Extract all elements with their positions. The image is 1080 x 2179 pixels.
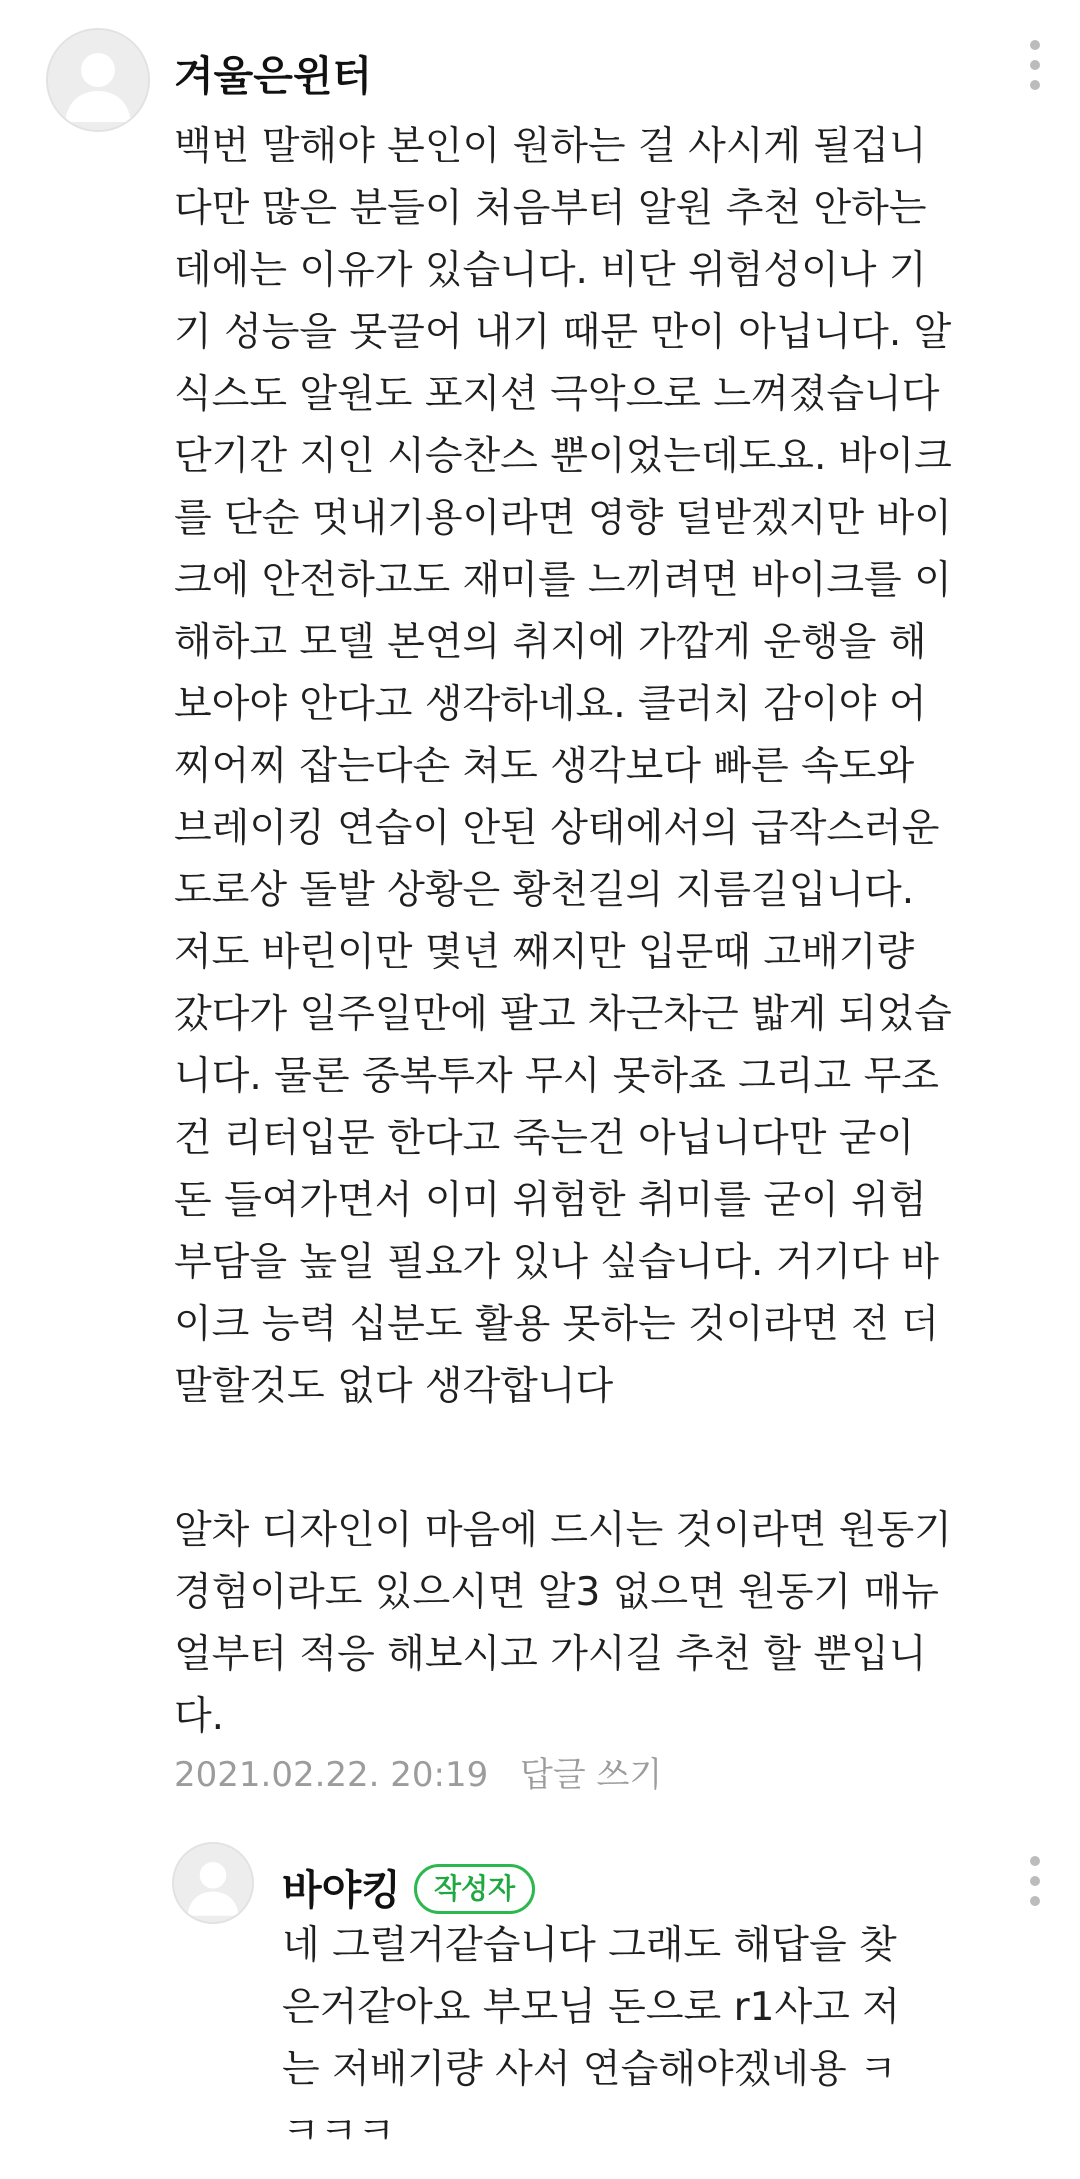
comment-body [174,116,952,1418]
text-line: 은거같아요 부모님 돈으로 r1사고 저 [282,1985,900,2030]
text-line: 네 그럴거같습니다 그래도 해답을 찾 [282,1923,897,1968]
text-line: 백번 말해야 본인이 원하는 걸 사시게 될겁니 [174,124,927,169]
text-line: 데에는 이유가 있습니다. 비단 위험성이나 기 [174,248,927,293]
text-line: 다. [174,1694,225,1739]
text-line: 돈 들여가면서 이미 위험한 취미를 굳이 위험 [174,1178,927,1223]
text-line: 경험이라도 있으시면 알3 없으면 원동기 매뉴 [174,1570,939,1615]
kebab-menu-icon [1030,1856,1040,1866]
replier-avatar[interactable] [172,1842,254,1924]
text-line: 부담을 높일 필요가 있나 싶습니다. 거기다 바 [174,1240,939,1285]
text-line: 해하고 모델 본연의 취지에 가깝게 운행을 해 [174,620,927,665]
kebab-menu-icon [1030,40,1040,50]
reply-body [282,1915,900,2163]
default-profile-icon [174,1844,252,1922]
commenter-name[interactable]: 겨울은윈터 [174,52,373,100]
text-line: 얼부터 적응 해보시고 가시길 추천 할 뿐입니 [174,1632,927,1677]
text-line: 기 성능을 못끌어 내기 때문 만이 아닙니다. 알 [174,310,952,355]
reply-more-options-button[interactable] [1020,1852,1050,1912]
text-line: 도로상 돌발 상황은 황천길의 지름길입니다. [174,868,915,913]
text-line: 찌어찌 잡는다손 쳐도 생각보다 빠른 속도와 [174,744,915,789]
text-line: 저도 바린이만 몇년 째지만 입문때 고배기량 [174,930,915,975]
text-line: 다만 많은 분들이 처음부터 알원 추천 안하는 [174,186,927,231]
text-line: 단기간 지인 시승찬스 뿐이었는데도요. 바이크 [174,434,952,479]
text-line: 식스도 알원도 포지션 극악으로 느껴졌습니다 [174,372,940,417]
text-line: 보아야 안다고 생각하네요. 클러치 감이야 어 [174,682,927,727]
comment-date: 2021.02.22. 20:19 [174,1755,489,1795]
more-options-button[interactable] [1020,36,1050,96]
text-line: 니다. 물론 중복투자 무시 못하죠 그리고 무조 [174,1054,939,1099]
commenter-avatar[interactable] [46,28,150,132]
default-profile-icon [48,30,148,130]
write-reply-link[interactable]: 답글 쓰기 [520,1755,663,1795]
text-line: ㅋㅋㅋ [282,2109,396,2154]
replier-name[interactable]: 바야킹 [282,1866,401,1914]
text-line: 이크 능력 십분도 활용 못하는 것이라면 전 더 [174,1302,939,1347]
text-line: 알차 디자인이 마음에 드시는 것이라면 원동기 [174,1508,952,1553]
text-line: 는 저배기량 사서 연습해야겠네용 ㅋ [282,2047,897,2092]
comment-body-paragraph-2 [174,1500,952,1748]
text-line: 말할것도 없다 생각합니다 [174,1364,614,1409]
text-line: 브레이킹 연습이 안된 상태에서의 급작스러운 [174,806,940,851]
text-line: 갔다가 일주일만에 팔고 차근차근 밟게 되었습 [174,992,952,1037]
author-badge: 작성자 [414,1864,535,1914]
text-line: 크에 안전하고도 재미를 느끼려면 바이크를 이 [174,558,952,603]
text-line: 를 단순 멋내기용이라면 영향 덜받겠지만 바이 [174,496,952,541]
text-line: 건 리터입문 한다고 죽는건 아닙니다만 굳이 [174,1116,915,1161]
